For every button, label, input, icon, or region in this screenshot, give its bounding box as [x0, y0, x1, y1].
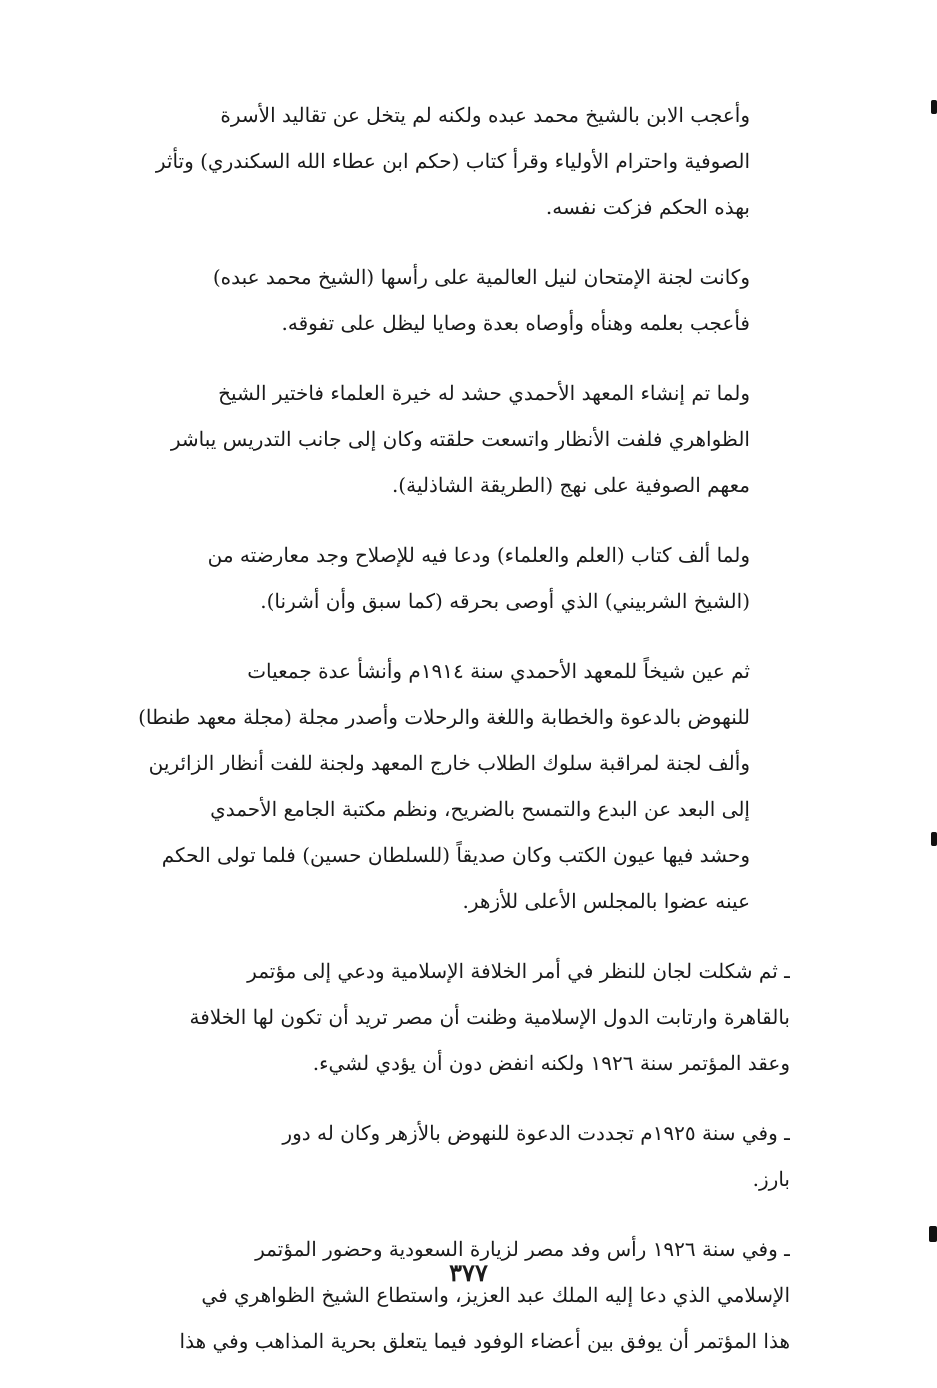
- paragraph-7: [70, 1110, 790, 1202]
- text-line: (الشيخ الشربيني) الذي أوصى بحرقه (كما سبق وأن أشرنا).: [260, 589, 750, 613]
- text-line: إلى البعد عن البدع والتمسح بالضريح، ونظم مكتبة الجامع الأحمدي: [210, 797, 750, 821]
- text-line: عينه عضوا بالمجلس الأعلى للأزهر.: [462, 889, 750, 913]
- text-line: للنهوض بالدعوة والخطابة واللغة والرحلات وأصدر مجلة (مجلة معهد طنطا): [138, 705, 750, 729]
- paragraph-6: [70, 948, 790, 1086]
- page-number: ٣٧٧: [449, 1258, 488, 1287]
- text-line: وأعجب الابن بالشيخ محمد عبده ولكنه لم يتخل عن تقاليد الأسرة: [220, 103, 750, 127]
- text-line: ـ وفي سنة ١٩٢٥م تجددت الدعوة للنهوض بالأزهر وكان له دور: [282, 1121, 790, 1145]
- text-line: فأعجب بعلمه وهنأه وأوصاه بعدة وصايا ليظل على تفوقه.: [281, 311, 750, 335]
- scan-edge-mark: [929, 1226, 937, 1242]
- paragraph-3: [70, 370, 790, 508]
- page-body: [70, 92, 790, 1388]
- text-line: وكانت لجنة الإمتحان لنيل العالمية على رأسها (الشيخ محمد عبده): [212, 265, 750, 289]
- text-line: بالقاهرة وارتابت الدول الإسلامية وظنت أن مصر تريد أن تكون لها الخلافة: [189, 1005, 790, 1029]
- text-line: ولما تم إنشاء المعهد الأحمدي حشد له خيرة العلماء فاختير الشيخ: [218, 381, 750, 405]
- text-line: الإسلامي الذي دعا إليه الملك عبد العزيز، واستطاع الشيخ الظواهري في: [201, 1283, 790, 1307]
- text-line: وألف لجنة لمراقبة سلوك الطلاب خارج المعهد ولجنة للفت أنظار الزائرين: [148, 751, 750, 775]
- text-line: معهم الصوفية على نهج (الطريقة الشاذلية).: [391, 473, 750, 497]
- text-line: الظواهري فلفت الأنظار واتسعت حلقته وكان إلى جانب التدريس يباشر: [170, 427, 750, 451]
- scan-edge-mark: [931, 832, 937, 846]
- text-line: بارز.: [752, 1167, 790, 1191]
- paragraph-2: [70, 254, 790, 346]
- text-line: ـ ثم شكلت لجان للنظر في أمر الخلافة الإسلامية ودعي إلى مؤتمر: [247, 959, 790, 983]
- text-line: ولما ألف كتاب (العلم والعلماء) ودعا فيه للإصلاح وجد معارضته من: [207, 543, 750, 567]
- text-line: وحشد فيها عيون الكتب وكان صديقاً (للسلطان حسين) فلما تولى الحكم: [161, 843, 750, 867]
- paragraph-5: [70, 648, 790, 924]
- text-line: بهذه الحكم فزكت نفسه.: [545, 195, 750, 219]
- paragraph-1: [70, 92, 790, 230]
- text-line: الصوفية واحترام الأولياء وقرأ كتاب (حكم ابن عطاء الله السكندري) وتأثر: [155, 149, 750, 173]
- paragraph-8: [70, 1226, 790, 1364]
- scan-edge-mark: [931, 100, 937, 114]
- text-line: وعقد المؤتمر سنة ١٩٢٦ ولكنه انفض دون أن يؤدي لشيء.: [312, 1051, 790, 1075]
- text-line: هذا المؤتمر أن يوفق بين أعضاء الوفود فيما يتعلق بحرية المذاهب وفي هذا: [179, 1329, 790, 1353]
- paragraph-4: [70, 532, 790, 624]
- text-line: ـ وفي سنة ١٩٢٦ رأس وفد مصر لزيارة السعودية وحضور المؤتمر: [255, 1237, 790, 1261]
- text-line: ثم عين شيخاً للمعهد الأحمدي سنة ١٩١٤م وأنشأ عدة جمعيات: [247, 659, 750, 683]
